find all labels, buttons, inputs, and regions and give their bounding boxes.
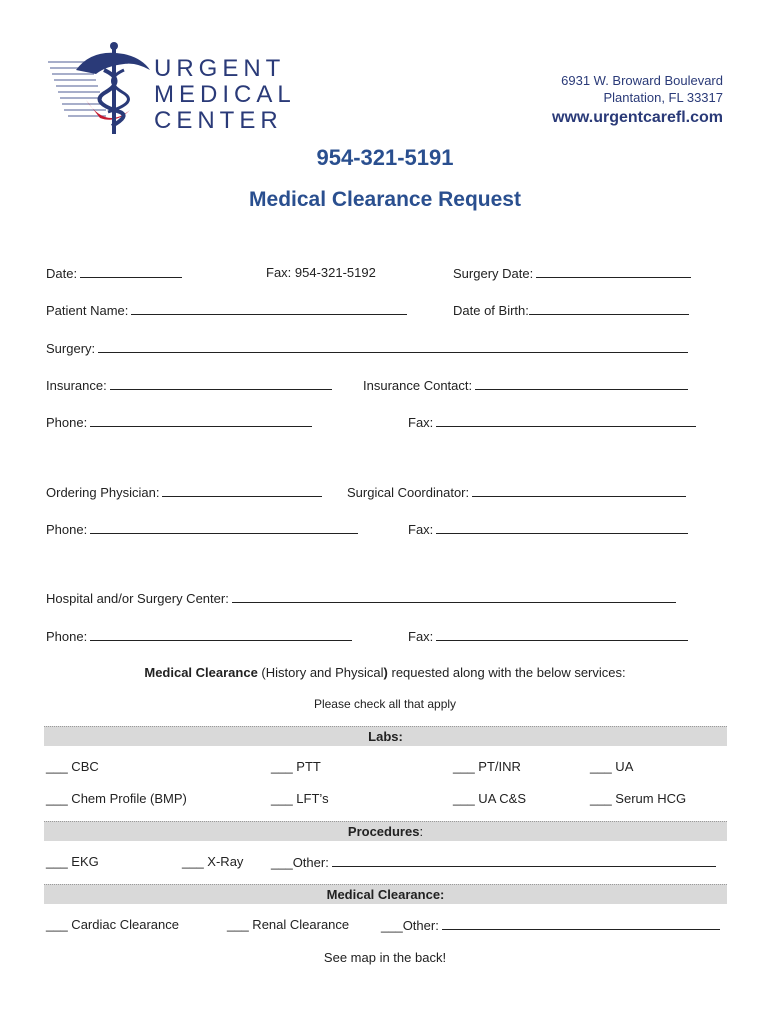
labs-header: Labs: (44, 726, 727, 746)
clearance-intro (0, 665, 770, 680)
caduceus-icon (46, 40, 150, 140)
physician-fax-field[interactable] (408, 521, 688, 537)
renal-clearance-checkbox[interactable]: ___ Renal Clearance (227, 917, 350, 932)
clearance-other-label: ___Other: (381, 918, 439, 933)
patient-name-label: Patient Name: (46, 303, 129, 318)
lab-ua-checkbox[interactable]: ___ UA (590, 759, 634, 774)
lab-ptinr-checkbox[interactable]: ___ PT/INR (453, 759, 521, 774)
logo-line-medical: MEDICAL (154, 81, 296, 108)
intro-middle: (History and Physical (257, 665, 384, 680)
hospital-phone-field[interactable] (46, 628, 352, 644)
fax-label: Fax: (408, 415, 434, 430)
insurance-contact-field[interactable] (363, 377, 688, 393)
lab-lfts-checkbox[interactable]: ___ LFT’s (271, 791, 329, 806)
address-line-1: 6931 W. Broward Boulevard (561, 73, 723, 88)
physician-phone-field[interactable] (46, 521, 358, 537)
surgery-date-label: Surgery Date: (453, 266, 534, 281)
cardiac-clearance-checkbox[interactable]: ___ Cardiac Clearance (46, 917, 179, 932)
surgery-date-field[interactable] (453, 265, 691, 281)
surgical-coordinator-field[interactable] (347, 484, 686, 500)
check-all-note: Please check all that apply (313, 697, 457, 711)
medical-clearance-header: Medical Clearance: (44, 884, 727, 904)
procedure-ekg-checkbox[interactable]: ___ EKG (46, 854, 99, 869)
ordering-physician-label: Ordering Physician: (46, 485, 160, 500)
lab-ptt-checkbox[interactable]: ___ PTT (271, 759, 321, 774)
insurance-label: Insurance: (46, 378, 107, 393)
procedure-other-field[interactable] (271, 854, 716, 870)
address-line-2: Plantation, FL 33317 (603, 90, 723, 105)
logo-line-urgent: URGENT (154, 55, 286, 82)
surgical-coordinator-label: Surgical Coordinator: (347, 485, 470, 500)
logo-line-center: CENTER (154, 107, 283, 134)
intro-end: requested along with the below services: (387, 665, 626, 680)
patient-name-field[interactable] (46, 302, 407, 318)
ordering-physician-field[interactable] (46, 484, 322, 500)
page-title: Medical Clearance Request (249, 188, 521, 211)
hospital-field[interactable] (46, 590, 676, 606)
insurance-field[interactable] (46, 377, 332, 393)
lab-ua-cs-checkbox[interactable]: ___ UA C&S (453, 791, 526, 806)
procedures-header-colon: : (419, 824, 424, 839)
lab-chem-profile-checkbox[interactable]: ___ Chem Profile (BMP) (46, 791, 187, 806)
phone-label: Phone: (46, 522, 88, 537)
intro-bold-2: ) (383, 665, 388, 680)
fax-number-top: Fax: 954-321-5192 (266, 265, 376, 280)
website-link[interactable]: www.urgentcarefl.com (552, 109, 723, 126)
fax-label: Fax: (408, 522, 434, 537)
fax-label: Fax: (408, 629, 434, 644)
insurance-fax-field[interactable] (408, 414, 696, 430)
hospital-label: Hospital and/or Surgery Center: (46, 591, 229, 606)
lab-cbc-checkbox[interactable]: ___ CBC (46, 759, 99, 774)
procedures-header-label: Procedures (347, 824, 420, 839)
insurance-phone-field[interactable] (46, 414, 312, 430)
map-note: See map in the back! (323, 950, 447, 965)
hospital-fax-field[interactable] (408, 628, 688, 644)
surgery-field[interactable] (46, 340, 688, 356)
phone-label: Phone: (46, 629, 88, 644)
intro-bold-1: Medical Clearance (144, 665, 258, 680)
dob-field[interactable] (453, 302, 689, 318)
procedure-other-label: ___Other: (271, 855, 329, 870)
insurance-contact-label: Insurance Contact: (363, 378, 473, 393)
main-phone: 954-321-5191 (316, 145, 454, 170)
procedure-xray-checkbox[interactable]: ___ X-Ray (182, 854, 244, 869)
date-field[interactable] (46, 265, 182, 281)
date-label: Date: (46, 266, 78, 281)
phone-label: Phone: (46, 415, 88, 430)
logo (46, 40, 318, 140)
lab-serum-hcg-checkbox[interactable]: ___ Serum HCG (590, 791, 687, 806)
clearance-other-field[interactable] (381, 917, 720, 933)
dob-label: Date of Birth: (453, 303, 529, 318)
surgery-label: Surgery: (46, 341, 96, 356)
procedures-header (44, 821, 727, 841)
